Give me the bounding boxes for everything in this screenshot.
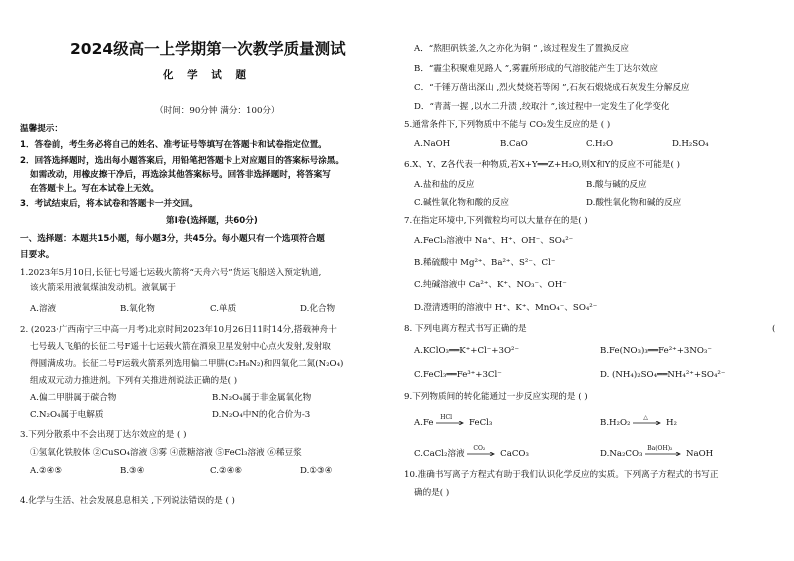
reaction-arrow-icon: [467, 445, 497, 459]
q4-option-d: D．“青蒿一握 ,以水二升渍 ,绞取汁 ”,该过程中一定发生了化学变化: [414, 102, 670, 112]
exam-title: 2024级高一上学期第一次教学质量测试: [70, 40, 346, 58]
q3-stem: 3.下列分散系中不会出现丁达尔效应的是 ( ): [20, 430, 187, 440]
q8-option-c: C.FeCl₃══Fe³⁺+3Cl⁻: [414, 370, 502, 380]
q9-stem: 9.下列物质间的转化能通过一步反应实现的是 ( ): [404, 392, 588, 402]
q5-option-a: A.NaOH: [414, 139, 451, 149]
q5-option-d: D.H₂SO₄: [672, 139, 709, 149]
reaction-arrow-icon: [633, 414, 663, 428]
q9-c-product: CaCO₃: [500, 449, 529, 459]
q5-option-c: C.H₂O: [586, 139, 613, 149]
q3-option-d: D.①③④: [300, 466, 333, 476]
q3-option-a: A.②④⑤: [30, 466, 63, 476]
q8-paren: (: [772, 324, 776, 334]
q6-option-b: B.酸与碱的反应: [586, 180, 647, 190]
tip-3: 3．考试结束后，将本试卷和答题卡一并交回。: [20, 199, 198, 209]
q6-stem: 6.X、Y、Z各代表一种物质,若X+Y══Z+H₂O,则X和Y的反应不可能是( ): [404, 160, 680, 170]
reaction-arrow-icon: [436, 414, 466, 428]
q2-stem-cont3: 组成双元动力推进剂。下列有关推进剂说法正确的是( ): [30, 376, 238, 386]
q7-option-a: A.FeCl₃溶液中 Na⁺、H⁺、OH⁻、SO₄²⁻: [414, 236, 574, 246]
q9-option-b: [600, 414, 677, 429]
q8-stem: 8. 下列电离方程式书写正确的是: [404, 324, 527, 334]
q9-a-condition: HCl: [440, 414, 453, 421]
q10-stem-cont: 确的是( ): [414, 488, 450, 498]
q1-option-c: C.单质: [210, 304, 237, 314]
time-info: （时间：90分钟 满分：100分）: [155, 106, 280, 116]
q3-items: ①氢氧化铁胶体 ②CuSO₄溶液 ③雾 ④蔗糖溶液 ⑤FeCl₃溶液 ⑥稀豆浆: [30, 448, 302, 458]
q9-d-condition: Ba(OH)₂: [647, 445, 673, 452]
q9-b-condition: △: [643, 414, 648, 421]
q1-option-a: A.溶液: [30, 304, 57, 314]
q4-stem: 4.化学与生活、社会发展息息相关 ,下列说法错误的是 ( ): [20, 496, 235, 506]
q7-stem: 7.在指定环境中,下列微粒均可以大量存在的是( ): [404, 216, 588, 226]
q9-d-product: NaOH: [685, 449, 714, 459]
q1-option-b: B.氧化物: [120, 304, 155, 314]
q5-option-b: B.CaO: [500, 139, 528, 149]
q1-stem-cont: 该火箭采用液氧煤油发动机。液氧属于: [30, 283, 177, 293]
q2-stem: 2. (2023·广西南宁三中高一月考)北京时间2023年10月26日11时14分,搭载神舟十: [20, 325, 337, 335]
tip-1: 1．答卷前，考生务必将自己的姓名、准考证号等填写在答题卡和试卷指定位置。: [20, 140, 327, 150]
q6-option-d: D.酸性氧化物和碱的反应: [586, 198, 682, 208]
section-instruction: 一、选择题：本题共15小题，每小题3分，共45分。每小题只有一个选项符合题: [20, 234, 325, 244]
q2-option-b: B.N₂O₄属于非金属氧化物: [212, 393, 312, 403]
q9-d-reactant: D.Na₂CO₃: [600, 449, 643, 459]
subject-title: 化 学 试 题: [163, 69, 251, 81]
q2-option-a: A.偏二甲肼属于碳合物: [30, 393, 117, 403]
q8-option-a: A.KClO₃══K⁺+Cl⁻+3O²⁻: [414, 346, 520, 356]
q10-stem: 10.准确书写离子方程式有助于我们认识化学反应的实质。下列离子方程式的书写正: [404, 470, 719, 480]
q7-option-c: C.纯碱溶液中 Ca²⁺、K⁺、NO₃⁻、OH⁻: [414, 280, 567, 290]
q4-option-c: C．“千锤万凿出深山 ,烈火焚烧若等闲 ”,石灰石煅烧成石灰发生分解反应: [414, 83, 690, 93]
q2-stem-cont2: 得圆满成功。长征二号F运载火箭系列选用偏二甲肼(C₂H₈N₂)和四氧化二氮(N₂O₄): [30, 359, 344, 369]
q9-option-a: [414, 414, 493, 429]
q1-stem: 1.2023年5月10日,长征七号遥七运载火箭将“天舟六号”货运飞船送入预定轨道,: [20, 268, 322, 278]
q9-a-product: FeCl₃: [469, 418, 493, 428]
q8-option-d: D. (NH₄)₂SO₄══NH₄²⁺+SO₄²⁻: [600, 370, 726, 380]
section-title: 第Ⅰ卷(选择题，共60分): [166, 216, 258, 226]
q3-option-c: C.②④⑥: [210, 466, 243, 476]
q3-option-b: B.③④: [120, 466, 145, 476]
q6-option-a: A.盐和盐的反应: [414, 180, 475, 190]
q9-c-reactant: C.CaCl₂溶液: [414, 449, 465, 459]
q7-option-d: D.澄清透明的溶液中 H⁺、K⁺、MnO₄⁻、SO₄²⁻: [414, 303, 598, 313]
q9-option-c: [414, 445, 529, 460]
q9-c-condition: CO₂: [473, 445, 486, 452]
q9-a-reactant: A.Fe: [414, 418, 434, 428]
tip-2-cont: 如需改动，用橡皮擦干净后，再选涂其他答案标号。回答非选择题时，将答案写: [30, 170, 331, 180]
q9-b-product: H₂: [665, 418, 677, 428]
q7-option-b: B.稀硫酸中 Mg²⁺、Ba²⁺、S²⁻、Cl⁻: [414, 258, 556, 268]
q8-option-b: B.Fe(NO₃)₃══Fe²⁺+3NO₃⁻: [600, 346, 712, 356]
q4-option-a: A．“熬胆矾铁釜,久之亦化为铜 ” ,该过程发生了置换反应: [414, 44, 629, 54]
tip-2-cont2: 在答题卡上。写在本试卷上无效。: [30, 184, 159, 194]
section-instruction-cont: 目要求。: [20, 250, 55, 260]
q2-option-c: C.N₂O₄属于电解质: [30, 410, 104, 420]
q6-option-c: C.碱性氧化物和酸的反应: [414, 198, 509, 208]
q9-b-reactant: B.H₂O₂: [600, 418, 631, 428]
q2-option-d: D.N₂O₄中N的化合价为-3: [212, 410, 311, 420]
tip-2: 2．回答选择题时，选出每小题答案后，用铅笔把答题卡上对应题目的答案标号涂黑。: [20, 156, 344, 166]
reaction-arrow-icon: [645, 445, 683, 459]
q5-stem: 5.通常条件下,下列物质中不能与 CO₂发生反应的是 ( ): [404, 120, 611, 130]
q4-option-b: B．“霾尘积聚难见路人 ”,雾霾所形成的气溶胶能产生丁达尔效应: [414, 64, 659, 74]
q2-stem-cont: 七号载人飞船的长征二号F遥十七运载火箭在酒泉卫星发射中心点火发射,发射取: [30, 342, 331, 352]
q9-option-d: [600, 445, 714, 460]
tips-heading: 温馨提示：: [20, 124, 63, 134]
q1-option-d: D.化合物: [300, 304, 336, 314]
